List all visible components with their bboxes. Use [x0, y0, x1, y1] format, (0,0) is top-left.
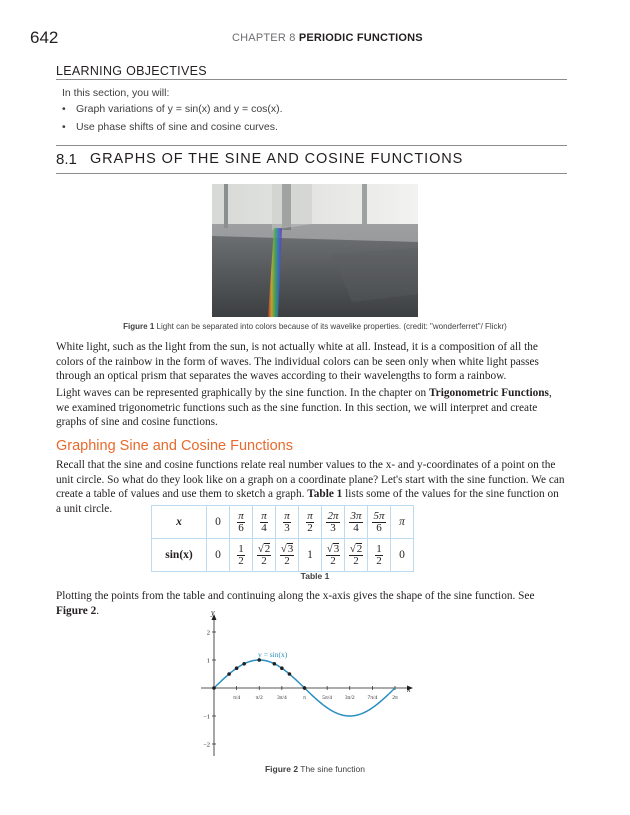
table-cell: $\frac{1}{2}$: [368, 539, 391, 572]
figure-label: Figure 2: [264, 764, 299, 774]
table-cell: $\frac{\pi}{3}$: [276, 506, 299, 539]
table-cell: $\frac{\pi}{4}$: [253, 506, 276, 539]
list-item: • Graph variations of y = sin(x) and y = cos(x).: [62, 103, 283, 115]
subsection-heading: Graphing Sine and Cosine Functions: [56, 438, 293, 454]
table-cell: 0: [207, 539, 230, 572]
table-cell: $\frac{2\pi}{3}$: [322, 506, 345, 539]
x-tick-label: π/2: [255, 695, 263, 701]
table-cell: $\frac{5\pi}{6}$: [368, 506, 391, 539]
plotted-point: [212, 686, 216, 690]
y-tick-label: −1: [203, 713, 210, 721]
table-cell: π: [391, 506, 414, 539]
figure-2-caption: [0, 764, 630, 774]
x-tick-label: 2π: [392, 695, 398, 701]
paragraph: Plotting the points from the table and continuing along the x-axis gives the shape of the sine function. See Figure 2.: [56, 590, 535, 617]
y-tick-label: −2: [203, 741, 210, 749]
row-header-x: x: [152, 506, 207, 539]
table-cell: $\frac{√3}{2}$: [276, 539, 299, 572]
y-tick-label: 1: [206, 657, 210, 665]
plotted-point: [280, 666, 284, 670]
prism-light-photo: [212, 184, 418, 317]
x-tick-label: π/4: [233, 695, 241, 701]
x-tick-label: 7π/4: [367, 695, 378, 701]
figure-1-caption: [0, 322, 630, 331]
figure-label: Figure 1: [123, 322, 155, 331]
y-tick-label: 2: [206, 629, 210, 637]
plotted-point: [273, 662, 277, 666]
row-header-sin: sin(x): [152, 539, 207, 572]
paragraph: White light, such as the light from the sun, is not actually white at all. Instead, it is a composition of all the colors of the rainbow in the form of waves. The individual colors can be seen only when white light passes through an optical prism that separates the waves according to their wavelengths to form a rainbow.: [56, 341, 539, 383]
table-caption: Table 1: [300, 571, 330, 581]
objective-text: Use phase shifts of sine and cosine curves.: [76, 121, 278, 133]
divider: [56, 145, 567, 146]
table-cell: $\frac{√2}{2}$: [253, 539, 276, 572]
x-tick-label: 5π/4: [322, 695, 333, 701]
x-axis-label: x: [407, 685, 411, 694]
sine-values-table: [151, 505, 414, 572]
table-cell: $\frac{√3}{2}$: [322, 539, 345, 572]
section-title: GRAPHS OF THE SINE AND COSINE FUNCTIONS: [90, 151, 464, 167]
table-row: [152, 506, 414, 539]
plotted-point: [242, 662, 246, 666]
table-cell: 1: [299, 539, 322, 572]
table-cell: $\frac{\pi}{2}$: [299, 506, 322, 539]
plotted-point: [235, 666, 239, 670]
page-number: 642: [30, 28, 59, 47]
plotted-point: [227, 672, 231, 676]
paragraph: Recall that the sine and cosine functions relate real number values to the x- and y-coordinates of a point on the unit circle. So what do they look like on a graph on a coordinate plane? Let's start with the sine function. We can create a table of values and use them to sketch a graph. Table 1 lists some of the values for the sine function on a unit circle.: [56, 459, 565, 516]
table-cell: $\frac{3\pi}{4}$: [345, 506, 368, 539]
x-tick-label: 3π/2: [344, 695, 355, 701]
table-cell: $\frac{√2}{2}$: [345, 539, 368, 572]
sine-graph: [196, 606, 421, 761]
list-item: • Use phase shifts of sine and cosine curves.: [62, 121, 278, 133]
caption-text: The sine function: [300, 764, 365, 774]
table-cell: $\frac{1}{2}$: [230, 539, 253, 572]
divider: [56, 79, 567, 80]
chapter-title: PERIODIC FUNCTIONS: [298, 32, 423, 44]
plotted-point: [303, 686, 307, 690]
running-head: [232, 32, 423, 44]
chapter-label: CHAPTER 8: [232, 32, 296, 44]
table-cell: 0: [391, 539, 414, 572]
x-tick-label: 3π/4: [276, 695, 287, 701]
x-tick-label: π: [303, 695, 306, 701]
paragraph: Light waves can be represented graphically by the sine function. In the chapter on Trigonometric Functions, we examined trigonometric functions such as the sine function. In this section, we will interpret and create graphs of sine and cosine functions.: [56, 387, 552, 429]
objective-text: Graph variations of y = sin(x) and y = cos(x).: [76, 103, 283, 115]
table-cell: $\frac{\pi}{6}$: [230, 506, 253, 539]
y-axis-label: y: [211, 608, 215, 617]
learning-objectives-intro: In this section, you will:: [62, 87, 170, 99]
divider: [56, 173, 567, 174]
section-number: 8.1: [56, 151, 77, 168]
caption-text: Light can be separated into colors because of its wavelike properties. (credit: "wonderferret"/ Flickr): [156, 322, 507, 331]
learning-objectives-title: LEARNING OBJECTIVES: [56, 64, 207, 78]
plotted-point: [288, 672, 292, 676]
table-cell: 0: [207, 506, 230, 539]
table-row: [152, 539, 414, 572]
curve-label: y = sin(x): [258, 650, 288, 659]
